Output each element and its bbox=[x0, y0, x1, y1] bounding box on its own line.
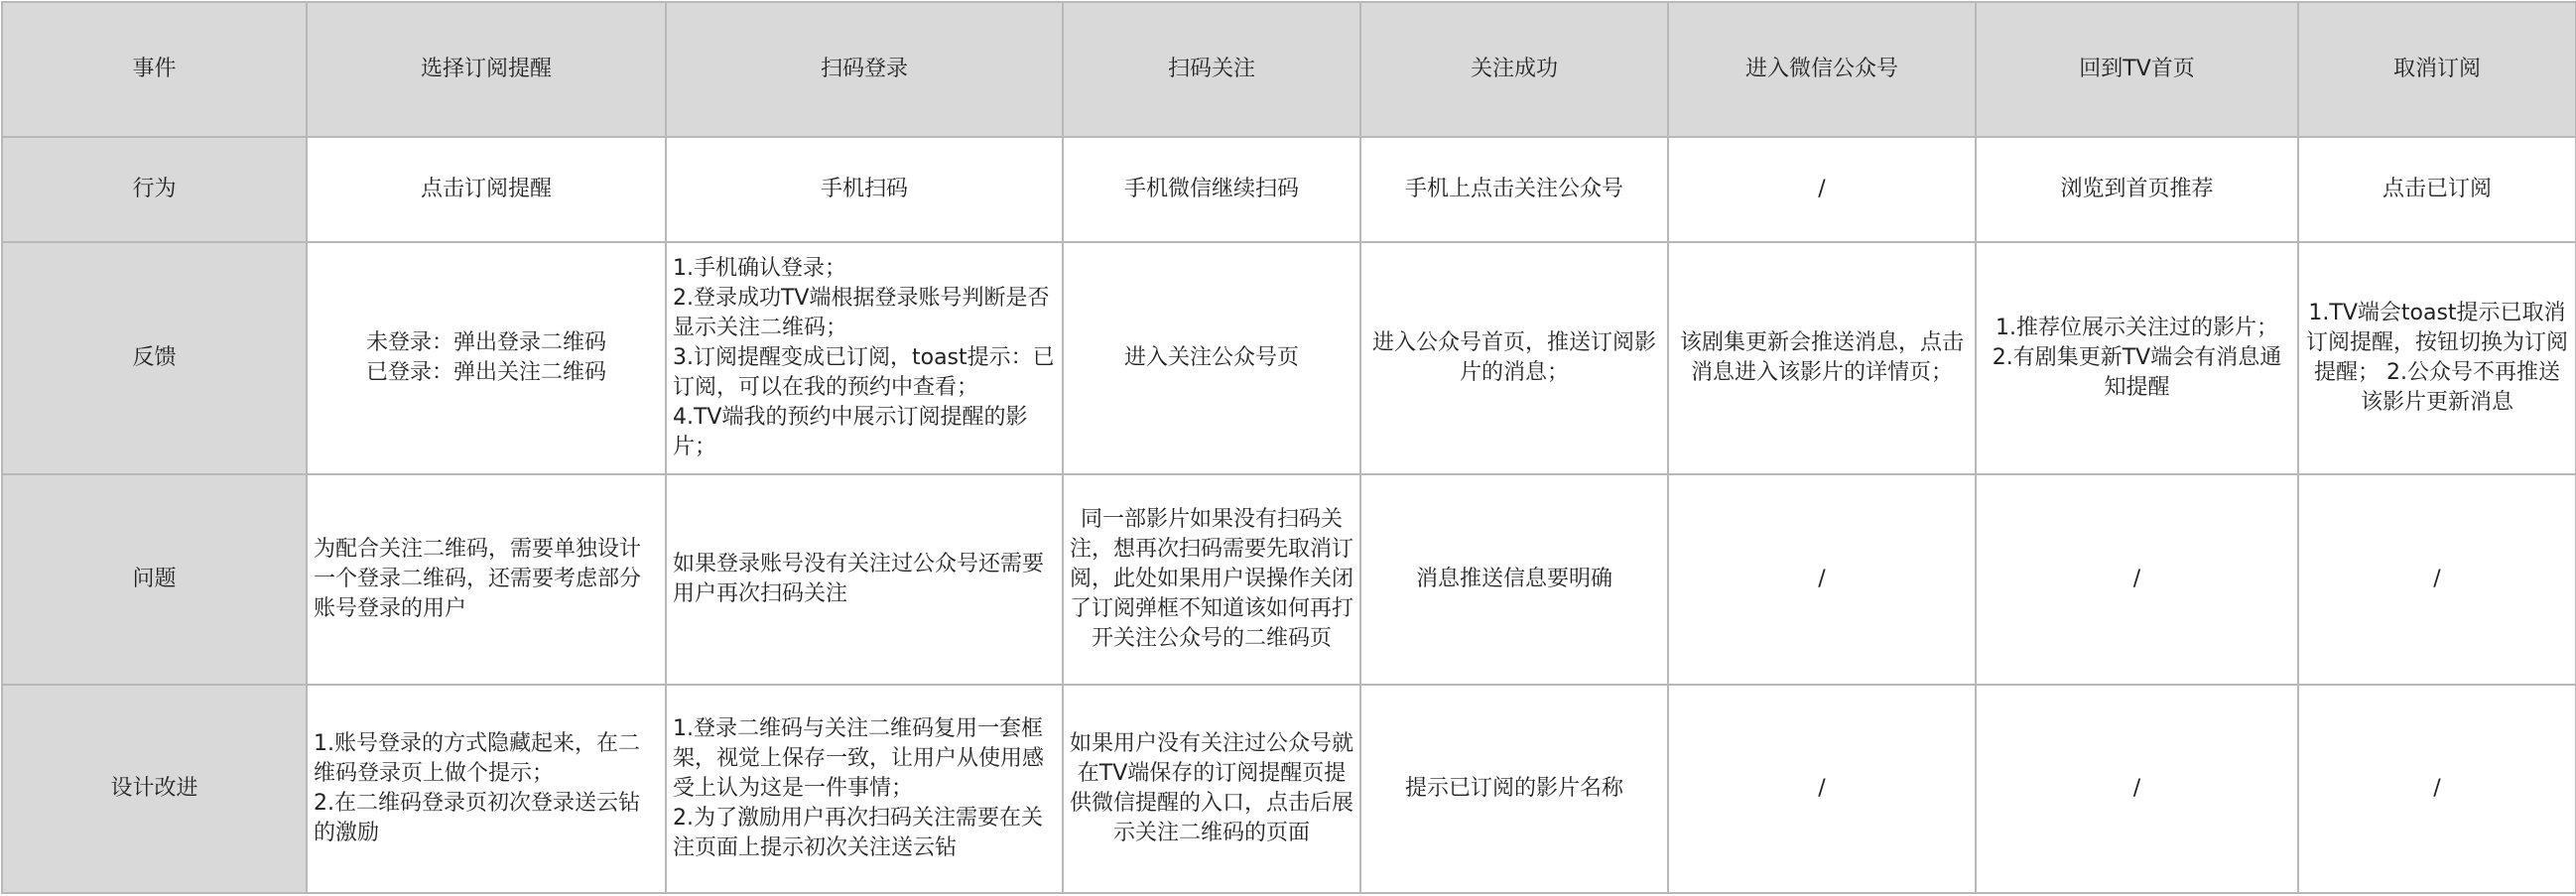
row-label-problem: 问题 bbox=[2, 474, 307, 685]
table-cell: 点击已订阅 bbox=[2298, 137, 2576, 242]
header-cell-cancel-subscribe: 取消订阅 bbox=[2298, 2, 2576, 137]
table-cell: / bbox=[2298, 474, 2576, 685]
table-cell: 提示已订阅的影片名称 bbox=[1360, 685, 1668, 893]
table-row-action bbox=[2, 137, 2576, 242]
table-cell: / bbox=[1668, 137, 1976, 242]
header-cell-back-to-tv-home: 回到TV首页 bbox=[1976, 2, 2298, 137]
table-cell: 1.登录二维码与关注二维码复用一套框架，视觉上保存一致，让用户从使用感受上认为这是一件事情； 2.为了激励用户再次扫码关注需要在关注页面上提示初次关注送云钻 bbox=[666, 685, 1063, 893]
table-cell: / bbox=[1668, 474, 1976, 685]
header-cell-select-subscribe: 选择订阅提醒 bbox=[307, 2, 666, 137]
header-cell-enter-wechat-account: 进入微信公众号 bbox=[1668, 2, 1976, 137]
table-cell: 浏览到首页推荐 bbox=[1976, 137, 2298, 242]
table-cell: 点击订阅提醒 bbox=[307, 137, 666, 242]
table-cell: 手机扫码 bbox=[666, 137, 1063, 242]
table-cell: 进入公众号首页，推送订阅影片的消息； bbox=[1360, 242, 1668, 474]
table-cell: 手机微信继续扫码 bbox=[1063, 137, 1360, 242]
table-cell: 消息推送信息要明确 bbox=[1360, 474, 1668, 685]
header-cell-scan-follow: 扫码关注 bbox=[1063, 2, 1360, 137]
table-cell: 1.手机确认登录； 2.登录成功TV端根据登录账号判断是否显示关注二维码； 3.订阅提醒变成已订阅，toast提示：已订阅，可以在我的预约中查看； 4.TV端我的预约中展示订阅提醒的影片； bbox=[666, 242, 1063, 474]
table-cell: / bbox=[2298, 685, 2576, 893]
header-cell-scan-login: 扫码登录 bbox=[666, 2, 1063, 137]
header-cell-follow-success: 关注成功 bbox=[1360, 2, 1668, 137]
table-cell: 如果用户没有关注过公众号就在TV端保存的订阅提醒页提供微信提醒的入口，点击后展示关注二维码的页面 bbox=[1063, 685, 1360, 893]
table-cell: 同一部影片如果没有扫码关注，想再次扫码需要先取消订阅，此处如果用户误操作关闭了订阅弹框不知道该如何再打开关注公众号的二维码页 bbox=[1063, 474, 1360, 685]
table-cell: 1.推荐位展示关注过的影片； 2.有剧集更新TV端会有消息通知提醒 bbox=[1976, 242, 2298, 474]
user-journey-table bbox=[1, 1, 2576, 894]
table-cell: 进入关注公众号页 bbox=[1063, 242, 1360, 474]
table-cell: 如果登录账号没有关注过公众号还需要用户再次扫码关注 bbox=[666, 474, 1063, 685]
header-cell-event: 事件 bbox=[2, 2, 307, 137]
row-label-design-improvement: 设计改进 bbox=[2, 685, 307, 893]
table-row-feedback bbox=[2, 242, 2576, 474]
table-cell: 未登录：弹出登录二维码 已登录：弹出关注二维码 bbox=[307, 242, 666, 474]
table-cell: 1.账号登录的方式隐藏起来，在二维码登录页上做个提示； 2.在二维码登录页初次登录送云钻的激励 bbox=[307, 685, 666, 893]
table-cell: 1.TV端会toast提示已取消订阅提醒，按钮切换为订阅提醒； 2.公众号不再推送该影片更新消息 bbox=[2298, 242, 2576, 474]
table-row-problem bbox=[2, 474, 2576, 685]
table-cell: 手机上点击关注公众号 bbox=[1360, 137, 1668, 242]
header-row-event bbox=[2, 2, 2576, 137]
table-cell: / bbox=[1976, 474, 2298, 685]
table-row-design-improvement bbox=[2, 685, 2576, 893]
table-cell: / bbox=[1668, 685, 1976, 893]
row-label-feedback: 反馈 bbox=[2, 242, 307, 474]
table-cell: 该剧集更新会推送消息，点击消息进入该影片的详情页； bbox=[1668, 242, 1976, 474]
row-label-action: 行为 bbox=[2, 137, 307, 242]
table-cell: 为配合关注二维码，需要单独设计一个登录二维码，还需要考虑部分账号登录的用户 bbox=[307, 474, 666, 685]
table-cell: / bbox=[1976, 685, 2298, 893]
